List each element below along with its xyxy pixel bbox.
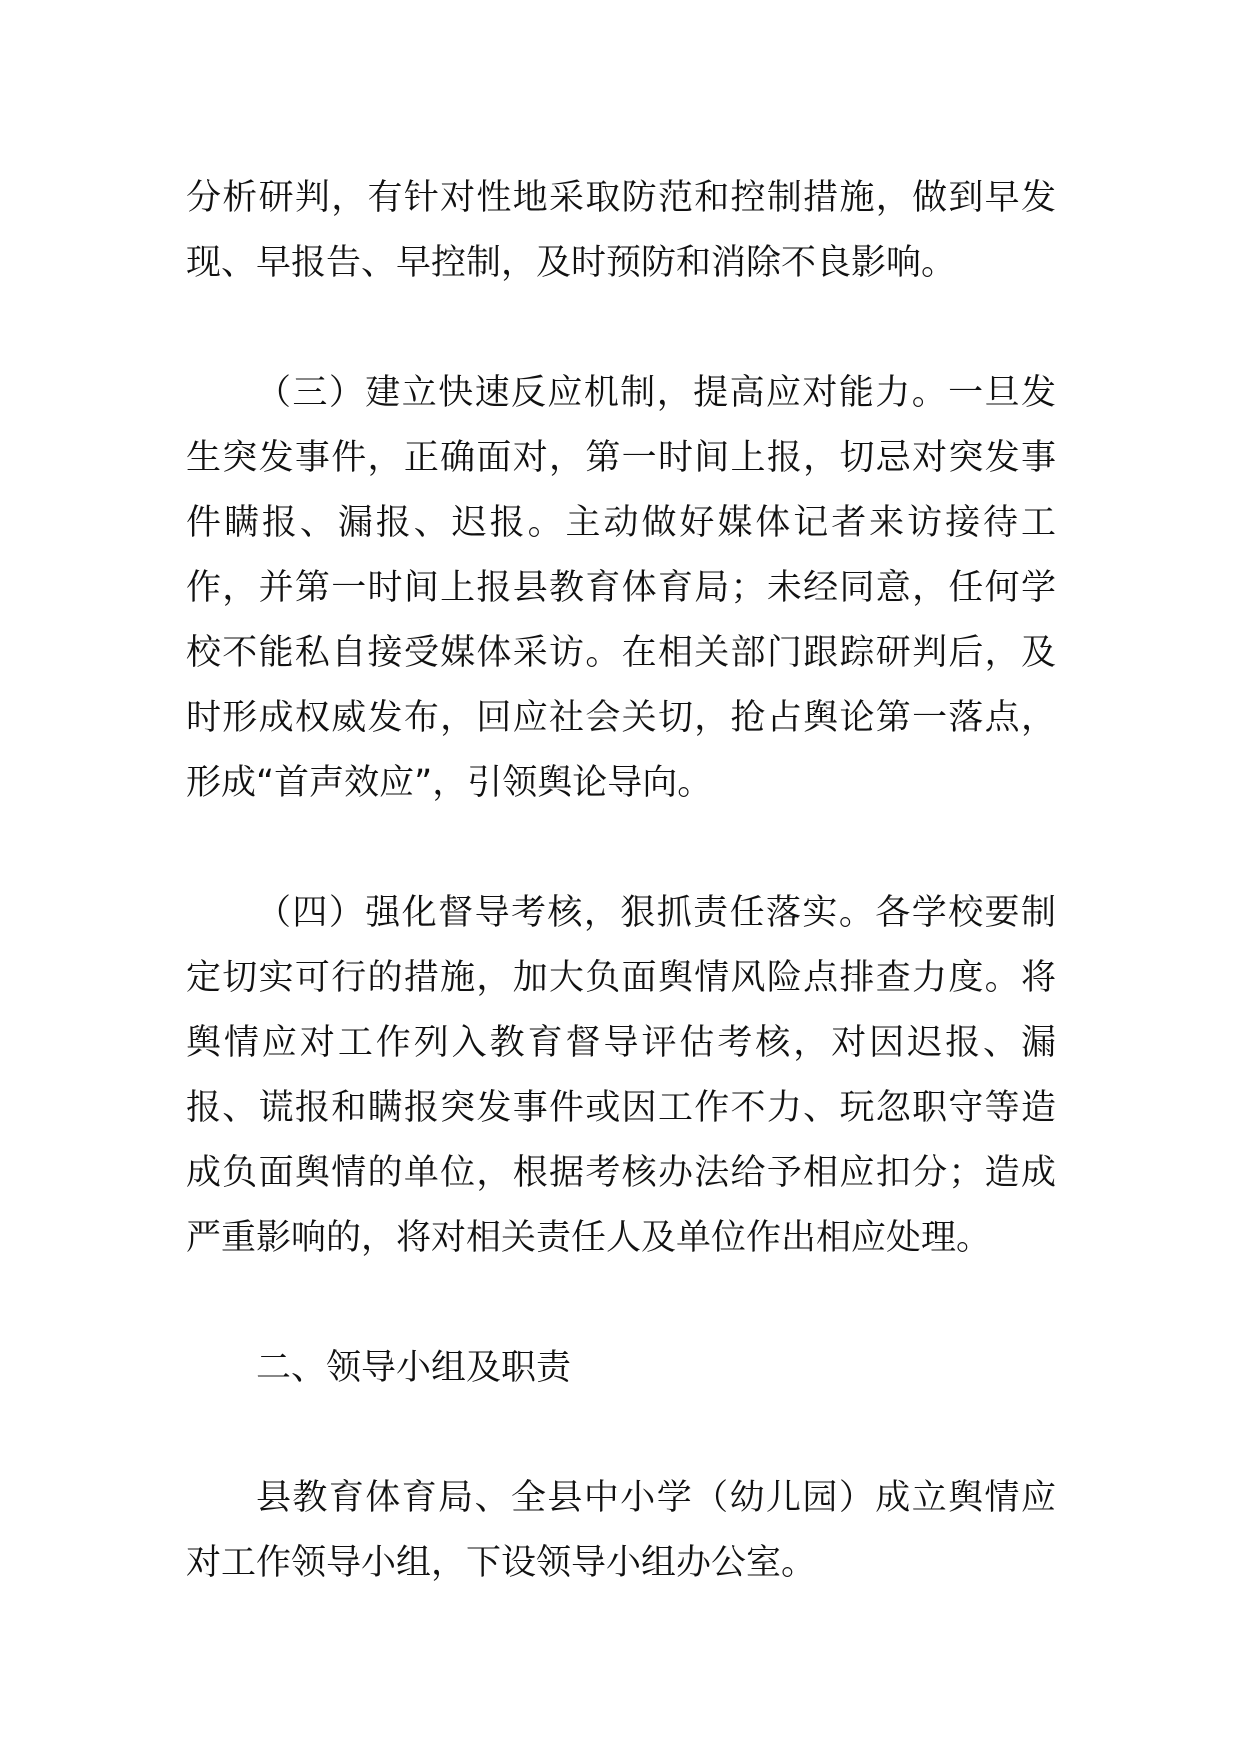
- document-body: [186, 166, 1056, 1596]
- paragraph-section-four: （四）强化督导考核，狠抓责任落实。各学校要制定切实可行的措施，加大负面舆情风险点排查力度。将舆情应对工作列入教育督导评估考核，对因迟报、漏报、谎报和瞒报突发事件或因工作不力、玩忽职守等造成负面舆情的单位，根据考核办法给予相应扣分；造成严重影响的，将对相关责任人及单位作出相应处理。: [186, 893, 1056, 1258]
- paragraph-continuation: 分析研判，有针对性地采取防范和控制措施，做到早发现、早报告、早控制，及时预防和消除不良影响。: [186, 178, 1056, 283]
- paragraph-section-three: （三）建立快速反应机制，提高应对能力。一旦发生突发事件，正确面对，第一时间上报，切忌对突发事件瞒报、漏报、迟报。主动做好媒体记者来访接待工作，并第一时间上报县教育体育局；未经同意，任何学校不能私自接受媒体采访。在相关部门跟踪研判后，及时形成权威发布，回应社会关切，抢占舆论第一落点，形成“首声效应”，引领舆论导向。: [186, 373, 1056, 803]
- section-heading-leadership: 二、领导小组及职责: [256, 1348, 572, 1388]
- paragraph-leadership-group: 县教育体育局、全县中小学（幼儿园）成立舆情应对工作领导小组，下设领导小组办公室。: [186, 1478, 1056, 1583]
